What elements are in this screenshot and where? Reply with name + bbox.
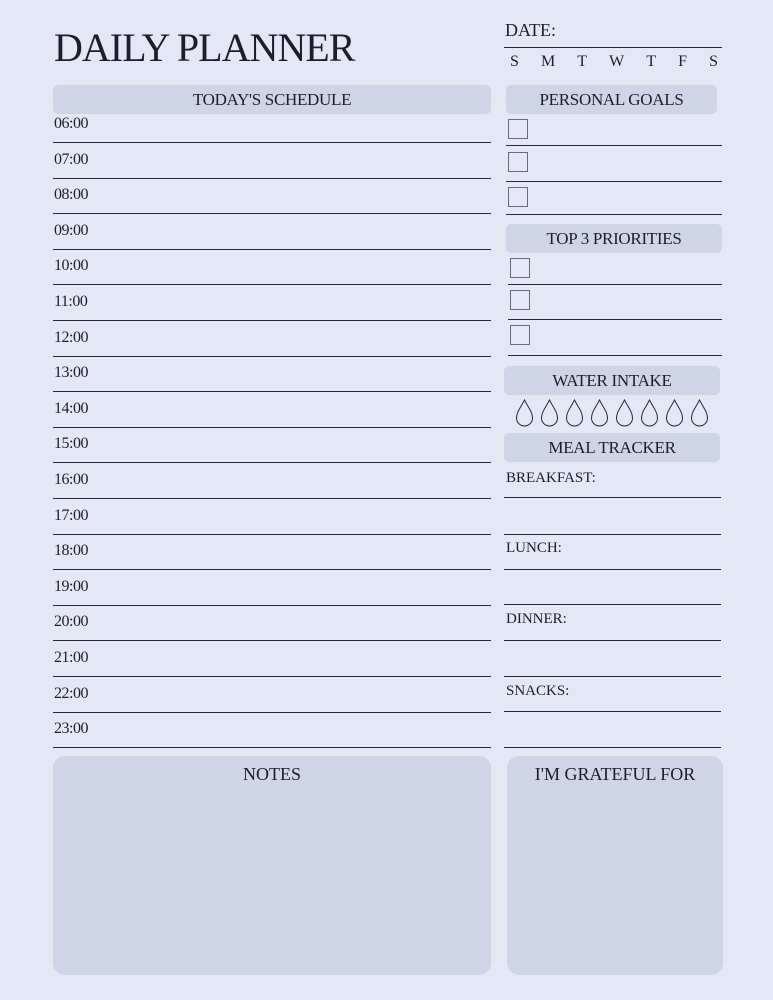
weekday-1[interactable]: M: [540, 53, 556, 70]
meal-label: SNACKS:: [506, 683, 570, 699]
meal-label: LUNCH:: [506, 540, 562, 556]
personal-goals-heading: PERSONAL GOALS: [506, 85, 717, 114]
schedule-time: 21:00: [54, 649, 88, 666]
goal-checkbox[interactable]: [508, 152, 528, 172]
notes-heading: NOTES: [243, 764, 301, 784]
schedule-time: 22:00: [54, 684, 88, 702]
water-drop-icon[interactable]: [565, 399, 584, 427]
weekday-selector: [506, 53, 722, 71]
goal-checkbox[interactable]: [508, 119, 528, 139]
schedule-time: 08:00: [54, 186, 88, 204]
schedule-slot-line[interactable]: [53, 178, 491, 179]
water-drop-icon[interactable]: [690, 399, 709, 427]
schedule-time: 12:00: [54, 328, 88, 346]
meal-line[interactable]: [504, 534, 721, 535]
goal-line[interactable]: [506, 145, 722, 146]
goal-line[interactable]: [506, 214, 722, 215]
priority-checkbox[interactable]: [510, 325, 530, 345]
schedule-time: 20:00: [54, 613, 88, 631]
schedule-slot-line[interactable]: [53, 712, 491, 713]
water-intake-heading: WATER INTAKE: [504, 366, 720, 395]
schedule-time: 13:00: [54, 364, 88, 382]
grateful-heading: I'M GRATEFUL FOR: [534, 764, 696, 784]
meal-tracker-heading: MEAL TRACKER: [504, 433, 720, 462]
schedule-time: 11:00: [54, 293, 88, 310]
water-drop-icon[interactable]: [615, 399, 634, 427]
schedule-time: 06:00: [54, 115, 88, 132]
water-drop-icon[interactable]: [640, 399, 659, 427]
weekday-5[interactable]: F: [678, 53, 688, 70]
water-drop-icon[interactable]: [540, 399, 559, 427]
grateful-panel[interactable]: [507, 756, 723, 975]
meal-line[interactable]: [504, 640, 721, 641]
meal-line[interactable]: [504, 747, 721, 748]
schedule-time: 19:00: [54, 577, 88, 595]
meal-label: DINNER:: [506, 611, 567, 627]
priorities-heading: TOP 3 PRIORITIES: [506, 224, 722, 253]
page-title: DAILY PLANNER: [54, 25, 355, 70]
schedule-time: 09:00: [54, 221, 88, 239]
meal-label: BREAKFAST:: [506, 470, 596, 486]
schedule-slot-line[interactable]: [53, 213, 491, 214]
schedule-slot-line[interactable]: [53, 498, 491, 499]
schedule-time: 18:00: [54, 542, 88, 560]
meal-line[interactable]: [504, 604, 721, 605]
meal-line[interactable]: [504, 497, 721, 498]
weekday-6[interactable]: S: [709, 53, 718, 70]
schedule-slot-line[interactable]: [53, 534, 491, 535]
date-label: DATE:: [505, 20, 556, 40]
schedule-slot-line[interactable]: [53, 284, 491, 285]
schedule-slot-line[interactable]: [53, 391, 491, 392]
schedule-slot-line[interactable]: [53, 640, 491, 641]
weekday-3[interactable]: W: [609, 53, 625, 70]
water-drop-icon[interactable]: [590, 399, 609, 427]
water-drop-icon[interactable]: [515, 399, 534, 427]
date-line[interactable]: [504, 47, 722, 48]
schedule-time: 15:00: [54, 435, 88, 453]
priority-checkbox[interactable]: [510, 290, 530, 310]
schedule-slot-line[interactable]: [53, 676, 491, 677]
notes-panel[interactable]: [53, 756, 491, 975]
priority-line[interactable]: [508, 319, 722, 320]
priority-line[interactable]: [508, 284, 722, 285]
schedule-slot-line[interactable]: [53, 356, 491, 357]
schedule-slot-line[interactable]: [53, 605, 491, 606]
priority-checkbox[interactable]: [510, 258, 530, 278]
meal-line[interactable]: [504, 711, 721, 712]
weekday-4[interactable]: T: [646, 53, 657, 70]
schedule-slot-line[interactable]: [53, 747, 491, 748]
goal-line[interactable]: [506, 181, 722, 182]
goal-checkbox[interactable]: [508, 187, 528, 207]
schedule-slot-line[interactable]: [53, 427, 491, 428]
water-drops: [515, 399, 709, 427]
weekday-2[interactable]: T: [577, 53, 588, 70]
meal-line[interactable]: [504, 569, 721, 570]
water-drop-icon[interactable]: [665, 399, 684, 427]
schedule-slot-line[interactable]: [53, 142, 491, 143]
schedule-time: 10:00: [54, 257, 88, 275]
schedule-time: 17:00: [54, 506, 88, 524]
meal-line[interactable]: [504, 676, 721, 677]
schedule-time: 16:00: [54, 471, 88, 488]
schedule-heading: TODAY'S SCHEDULE: [53, 85, 491, 114]
priority-line[interactable]: [508, 355, 722, 356]
schedule-slot-line[interactable]: [53, 249, 491, 250]
schedule-time: 14:00: [54, 399, 88, 417]
schedule-slot-line[interactable]: [53, 462, 491, 463]
schedule-slot-line[interactable]: [53, 320, 491, 321]
schedule-slot-line[interactable]: [53, 569, 491, 570]
schedule-time: 07:00: [54, 150, 88, 168]
weekday-0[interactable]: S: [510, 53, 519, 70]
schedule-time: 23:00: [54, 720, 88, 738]
